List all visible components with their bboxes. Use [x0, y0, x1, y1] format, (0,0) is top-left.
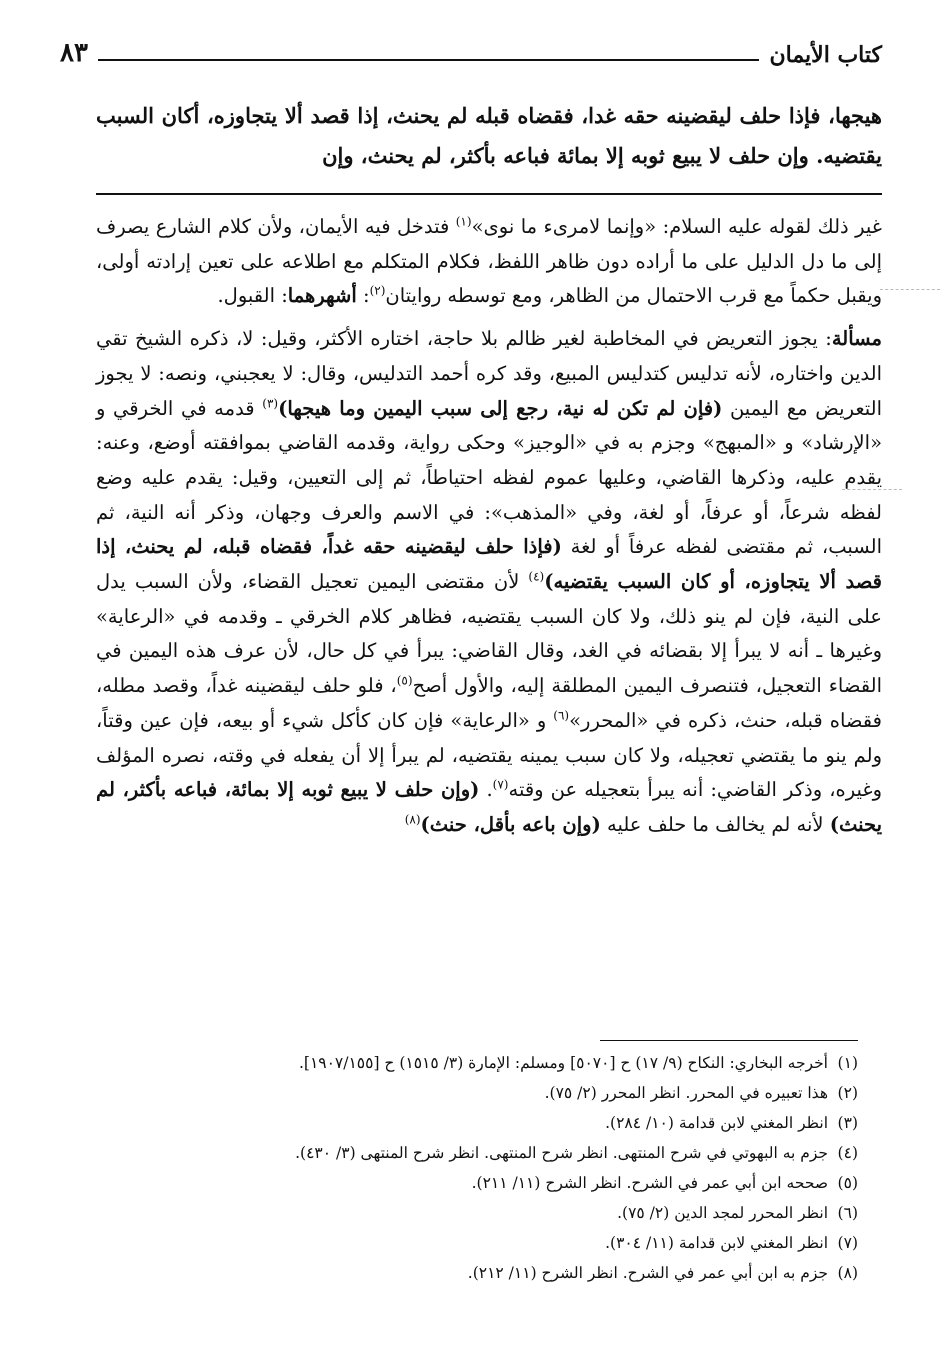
footnote-ref: (٢) — [369, 283, 386, 298]
footnote-list — [96, 1048, 858, 1288]
text-run: . — [479, 778, 493, 802]
footnote-text: صححه ابن أبي عمر في الشرح. انظر الشرح (١١/ ٢١١). — [471, 1174, 828, 1192]
text-run: قدمه في الخرقي و «الإرشاد» و «المبهج» وجزم به في «الوجيز» وحكى رواية، وقدمه القاضي بموافقته أوضع، وعنه: يقدم عليه، وذكرها القاضي، وعليها عموم لفظه احتياطاً، ثم إلى التعيين، وقيل: يقدم عليه وضع لفظه شرعاً، أو عرفاً، أو لغة، وفي «المذهب»: في الاسم والعرف وجهان، وذكر أنه النية، ثم السبب، ثم مقتضى لفظه عرفاً أو لغة — [96, 396, 882, 559]
text-run: فتدخل فيه الأيمان، ولأن كلام الشارع يصرف إلى ما دل الدليل على ما أراده دون ظاهر اللفظ، فكلام المتكلم مع اطلاعه على تعين إرادته أولى، ويقبل حكماً مع قرب الاحتمال من الظاهر، ومع توسطه روايتان — [96, 215, 882, 308]
footnote-ref: (٤) — [528, 569, 545, 584]
footnote-number: (٤) — [837, 1144, 858, 1162]
footnote-ref: (٥) — [396, 673, 413, 688]
page-number: ٨٣ — [60, 38, 88, 68]
footnote — [96, 1078, 858, 1108]
matn-line: أكان السبب يقتضيه. وإن حلف لا يبيع ثوبه إلا بمائة فباعه بأكثر، لم يحنث، وإن — [96, 103, 882, 168]
footnote — [96, 1138, 858, 1168]
commentary-paragraph — [96, 210, 882, 314]
footnote-ref: (١) — [455, 214, 472, 229]
footnote-text: انظر المغني لابن قدامة (١١/ ٣٠٤). — [605, 1234, 828, 1252]
footnote-text: هذا تعبيره في المحرر. انظر المحرر (٢/ ٧٥). — [544, 1084, 828, 1102]
issue-paragraph — [96, 322, 882, 843]
footnote-text: انظر المحرر لمجد الدين (٢/ ٧٥). — [617, 1204, 828, 1222]
margin-mark — [842, 489, 902, 490]
footnote-text: أخرجه البخاري: النكاح (٩/ ١٧) ح [٥٠٧٠] ومسلم: الإمارة (٣/ ١٥١٥) ح [١٩٠٧/١٥٥]. — [298, 1054, 828, 1072]
bold-term: أشهرهما — [287, 284, 357, 308]
issue-heading: مسألة — [831, 327, 882, 351]
text-run: غير ذلك لقوله عليه السلام: «وإنما لامرىء ما نوى» — [471, 215, 882, 238]
footnote-number: (٨) — [837, 1264, 858, 1282]
matn-text — [96, 96, 882, 176]
text-run: : — [356, 284, 370, 308]
book-title: كتاب الأيمان — [769, 42, 882, 68]
footnote-separator — [600, 1040, 858, 1041]
footnote-ref: (٨) — [404, 812, 421, 827]
footnote — [96, 1108, 858, 1138]
header-rule — [98, 59, 760, 61]
footnote-number: (٥) — [837, 1174, 858, 1192]
text-run: و «الرعاية» فإن كان كأكل شيء أو بيعه، فإن عين وقتاً، ولم ينو ما يقتضي تعجيله، ولا كان سبب يمينه يقتضيه، لم يبرأ إلا أن يفعله في وقته، نصره المؤلف وغيره، وذكر القاضي: أنه يبرأ بتعجيله عن وقته — [96, 708, 882, 802]
footnote-ref: (٦) — [553, 708, 570, 723]
matn-quote: (وإن حلف لا يبيع ثوبه إلا بمائة، فباعه بأكثر، لم يحنث) — [96, 778, 882, 836]
footnote-ref: (٣) — [262, 396, 279, 411]
footnote-number: (٦) — [837, 1204, 858, 1222]
footnote-text: جزم به ابن أبي عمر في الشرح. انظر الشرح (١١/ ٢١٢). — [467, 1264, 828, 1282]
footnote-text: جزم به البهوتي في شرح المنتهى. انظر شرح المنتهى. انظر شرح المنتهى (٣/ ٤٣٠). — [295, 1144, 828, 1162]
margin-mark — [880, 289, 940, 290]
matn-line: هيجها، فإذا حلف ليقضينه حقه غدا، فقضاه قبله لم يحنث، إذا قصد ألا يتجاوزه، — [207, 103, 883, 128]
footnote-ref: (٧) — [492, 777, 509, 792]
commentary-text — [96, 210, 882, 851]
text-run: لأنه لم يخالف ما حلف عليه — [600, 812, 830, 836]
footnote-number: (٧) — [837, 1234, 858, 1252]
footnote — [96, 1168, 858, 1198]
text-run: ، فلو حلف ليقضينه غداً، وقصد مطله، فقضاه قبله، حنث، ذكره في «المحرر» — [96, 674, 882, 732]
text-run: : القبول. — [217, 284, 288, 308]
footnote — [96, 1048, 858, 1078]
footnote-text: انظر المغني لابن قدامة (١٠/ ٢٨٤). — [605, 1114, 828, 1132]
footnote-number: (١) — [837, 1054, 858, 1072]
footnote-number: (٢) — [837, 1084, 858, 1102]
text-run: : يجوز التعريض في المخاطبة لغير ظالم بلا حاجة، اختاره الأكثر، وقيل: لا، ذكره الشيخ تقي الدين واختاره، لأنه تدليس كتدليس المبيع، وقد كره أحمد التدليس، وقال: لا يعجبني، ونصه: لا يجوز التعريض مع اليمين — [96, 327, 883, 420]
page-header — [60, 34, 882, 68]
matn-quote: (وإن باعه بأقل، حنث) — [420, 812, 601, 836]
text-run: لأن مقتضى اليمين تعجيل القضاء، ولأن السبب يدل على النية، فإن لم ينو ذلك، ولا كان السبب يقتضيه، فظاهر كلام الخرقي ـ وقدمه في «الرعاية» وغيرها ـ أنه لا يبرأ إلا بقضائه في الغد، وقال القاضي: يبرأ في كل حال، لأن عرف هذه اليمين في القضاء التعجيل، فتنصرف اليمين المطلقة إليه، والأول أصح — [96, 570, 882, 698]
footnote — [96, 1198, 858, 1228]
footnote-number: (٣) — [837, 1114, 858, 1132]
footnote — [96, 1228, 858, 1258]
matn-separator — [96, 193, 882, 195]
matn-quote: (فإذا حلف ليقضينه حقه غداً، فقضاه قبله، لم يحنث، إذا قصد ألا يتجاوزه، أو كان السبب يقتضيه) — [96, 535, 882, 594]
matn-quote: (فإن لم تكن له نية، رجع إلى سبب اليمين وما هيجها) — [278, 396, 723, 420]
footnote — [96, 1258, 858, 1288]
